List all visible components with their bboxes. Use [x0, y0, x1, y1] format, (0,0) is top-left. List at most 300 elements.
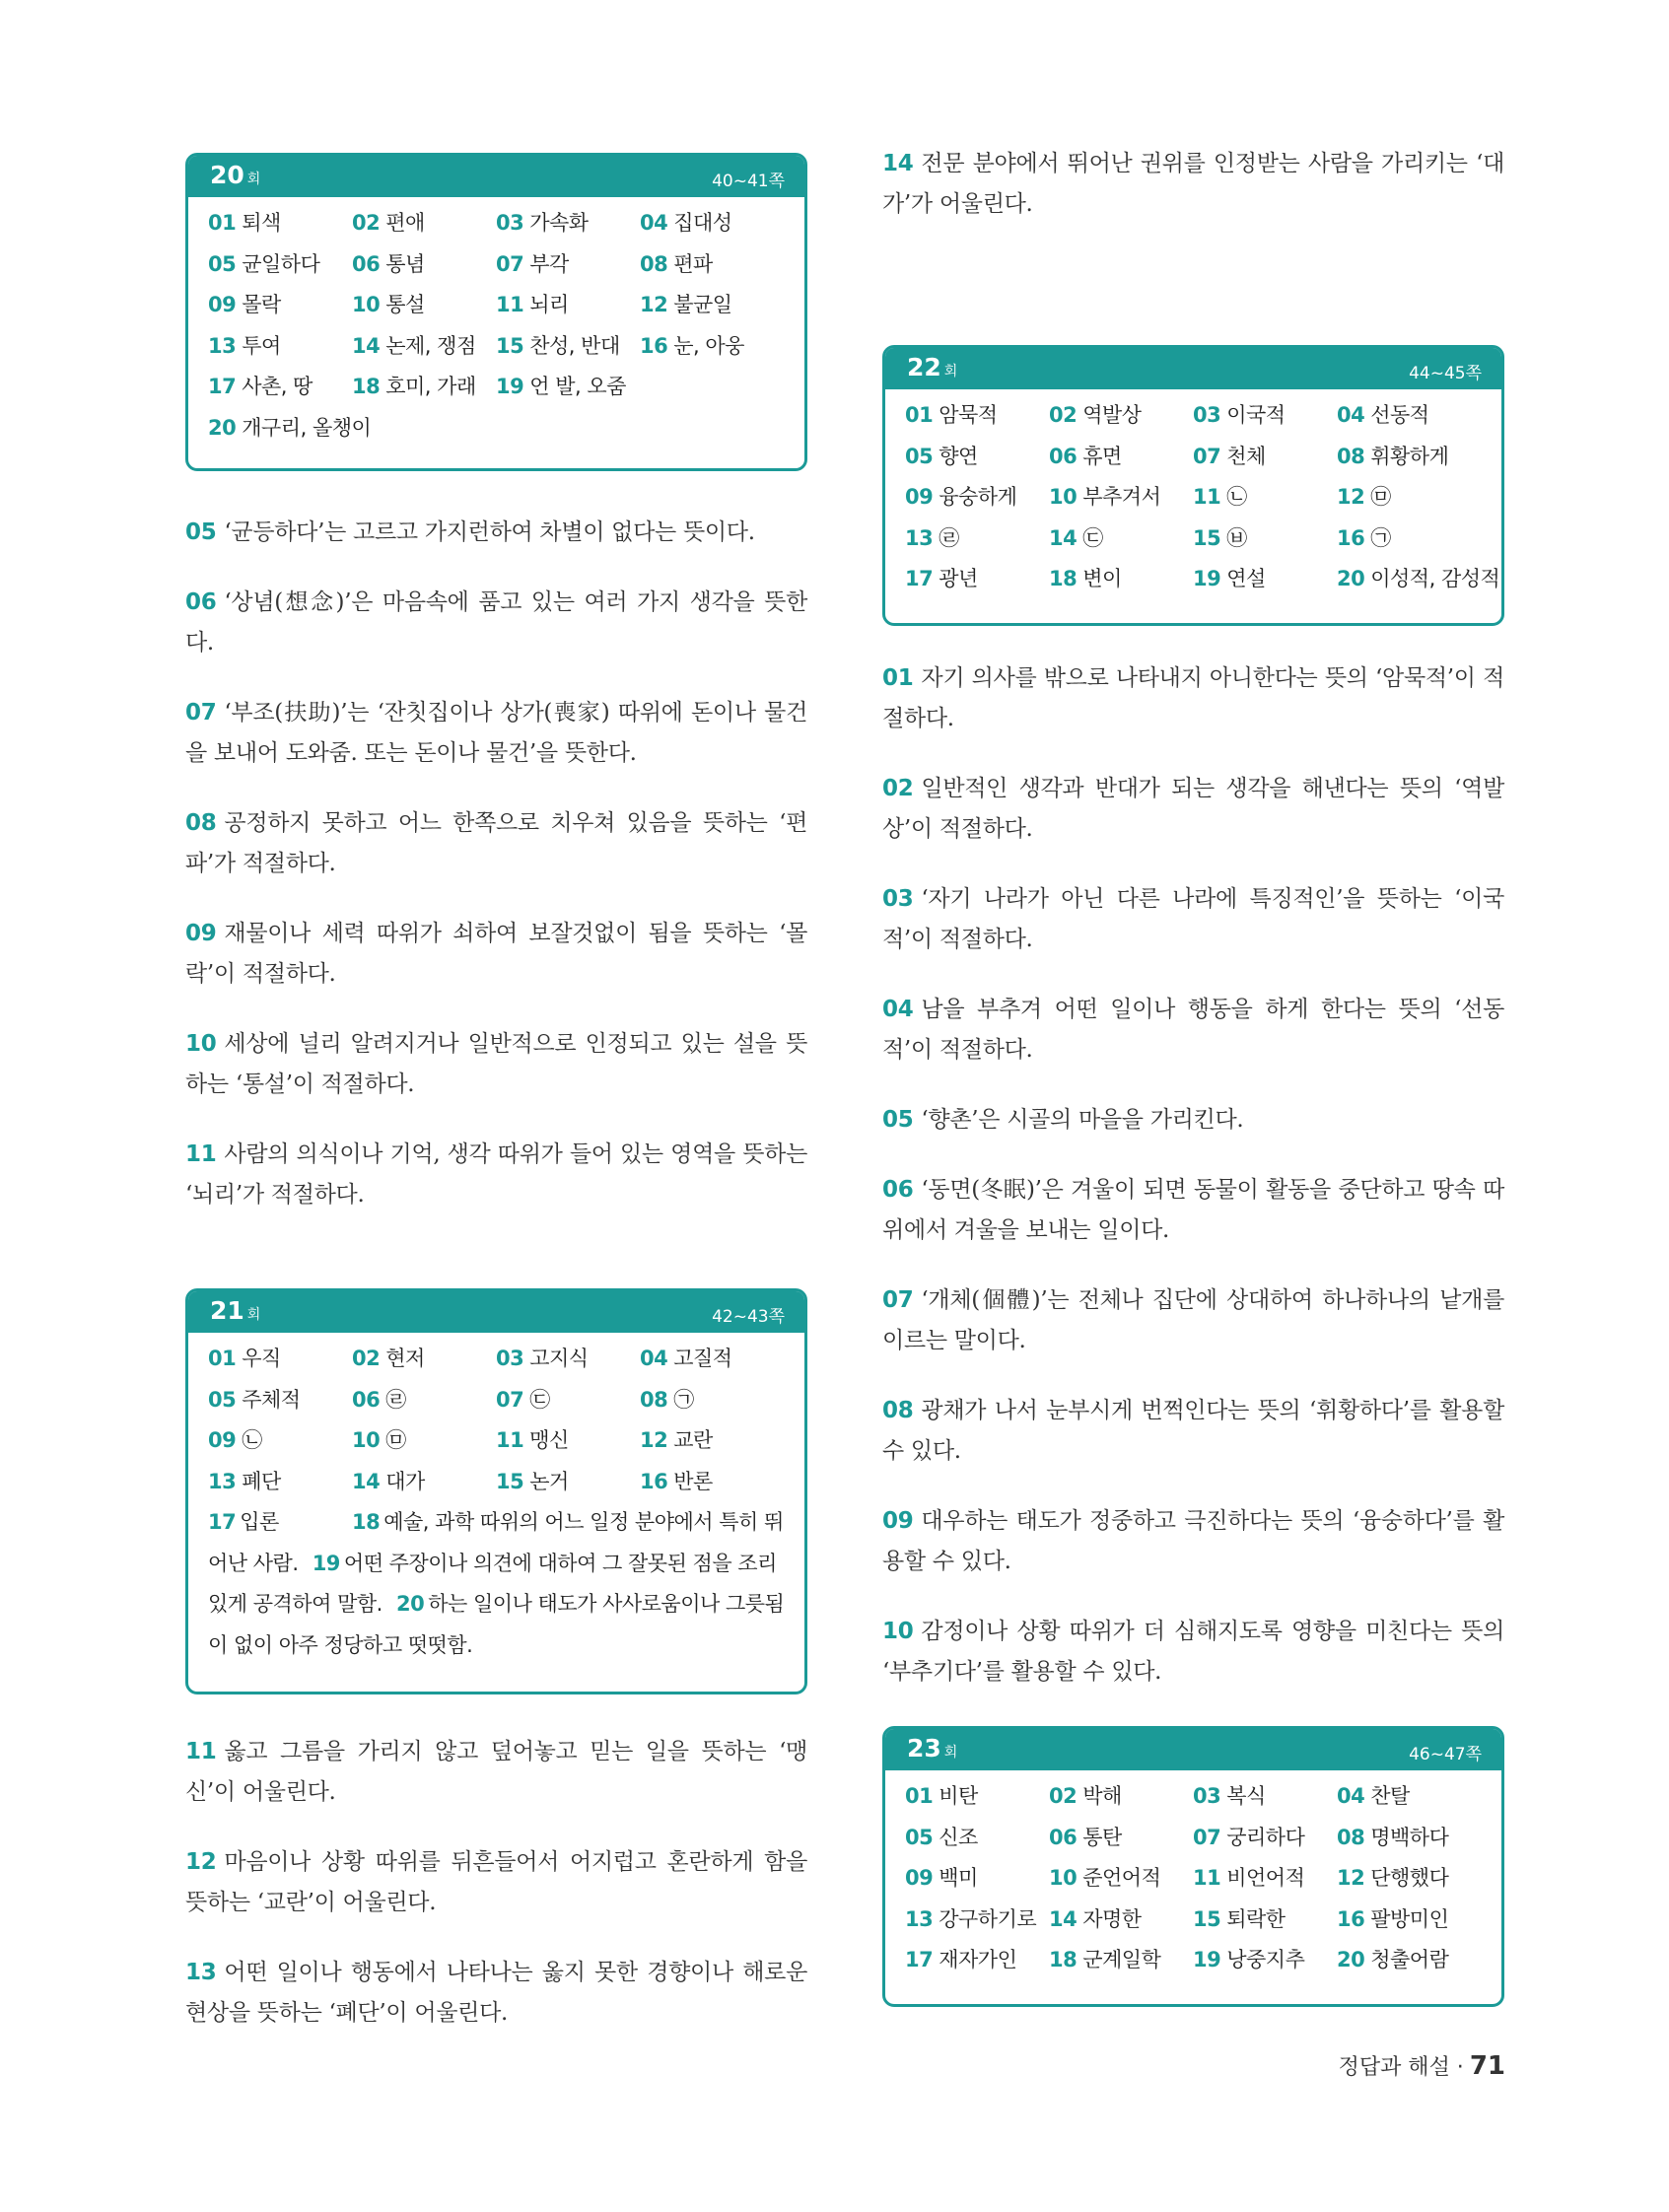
answer-item	[905, 1776, 1049, 1818]
answer-item	[1337, 1776, 1481, 1818]
answer-text: ㉢	[1082, 525, 1103, 550]
page-number: 71	[1469, 2051, 1505, 2081]
answer-number: 11	[1193, 485, 1221, 509]
answer-text: 선동적	[1370, 403, 1429, 427]
answer-item	[1193, 477, 1337, 518]
answer-number: 02	[352, 211, 381, 235]
answer-number: 14	[1049, 1906, 1078, 1931]
explanation-number: 05	[185, 519, 217, 545]
answer-grid	[905, 395, 1500, 600]
answer-item	[905, 1818, 1049, 1859]
answer-number: 10	[352, 293, 381, 316]
explanation-text: ‘상념(想念)’은 마음속에 품고 있는 여러 가지 생각을 뜻한다.	[185, 589, 807, 656]
explanation-text: 자기 의사를 밖으로 나타내지 아니한다는 뜻의 ‘암묵적’이 적절하다.	[882, 665, 1504, 731]
answer-item	[1193, 437, 1337, 478]
answer-item	[1337, 437, 1481, 478]
answer-item	[352, 285, 496, 326]
explanation-text: 전문 분야에서 뛰어난 권위를 인정받는 사람을 가리키는 ‘대가’가 어울린다.	[882, 151, 1504, 217]
answer-item	[640, 1462, 784, 1503]
answer-text: 대가	[385, 1469, 425, 1493]
explanation-list	[185, 1732, 807, 2063]
answer-item	[352, 367, 496, 408]
answer-item	[640, 1380, 784, 1421]
answer-number: 06	[1049, 1825, 1078, 1849]
answer-item	[208, 1462, 352, 1503]
answer-text: 역발상	[1082, 403, 1142, 427]
answer-number: 12	[640, 1428, 668, 1452]
answer-item	[1049, 477, 1193, 518]
answer-text: 휘황하게	[1370, 444, 1449, 468]
answer-item	[1049, 1776, 1193, 1818]
answer-text: 비탄	[939, 1784, 978, 1808]
answer-text: 우직	[242, 1347, 281, 1370]
answer-text: 비언어적	[1226, 1866, 1305, 1890]
answer-text: 준언어적	[1082, 1866, 1161, 1890]
answer-number: 18	[1049, 1948, 1078, 1971]
answer-text: 몰락	[242, 293, 281, 316]
answer-item	[496, 203, 640, 244]
explanation-text: ‘향촌’은 시골의 마을을 가리킨다.	[921, 1107, 1244, 1133]
explanation-item	[185, 513, 807, 553]
answer-number: 06	[352, 251, 381, 276]
explanation-text: ‘부조(扶助)’는 ‘잔칫집이나 상가(喪家) 따위에 돈이나 물건을 보내어 도와줌. 또는 돈이나 물건’을 뜻한다.	[185, 700, 807, 766]
explanation-list	[882, 658, 1504, 1722]
answer-item	[1049, 559, 1193, 600]
explanation-number: 10	[185, 1031, 217, 1057]
answer-text: 고지식	[529, 1347, 589, 1370]
answer-number: 16	[640, 333, 668, 358]
answer-text: 광년	[939, 567, 978, 590]
answer-text: 집대성	[673, 211, 732, 235]
explanation-text: ‘자기 나라가 아닌 다른 나라에 특징적인’을 뜻하는 ‘이국적’이 적절하다.	[882, 886, 1504, 952]
answer-number: 10	[352, 1428, 381, 1452]
answer-number: 13	[905, 525, 934, 550]
answer-text: 통념	[385, 251, 425, 276]
explanation-text: 옳고 그름을 가리지 않고 덮어놓고 믿는 일을 뜻하는 ‘맹신’이 어울린다.	[185, 1739, 807, 1805]
explanation-item	[882, 1280, 1504, 1361]
answer-number: 15	[496, 333, 524, 358]
answer-number: 15	[1193, 525, 1221, 550]
answer-number: 14	[352, 1469, 381, 1493]
answer-number: 13	[208, 333, 237, 358]
answer-item	[208, 1339, 352, 1380]
answer-text: ㉢	[529, 1387, 550, 1412]
answer-text: 사촌, 땅	[242, 375, 313, 398]
answer-text: 가속화	[529, 211, 589, 235]
answer-item	[352, 203, 496, 244]
answer-item	[496, 1462, 640, 1503]
answer-number: 06	[1049, 444, 1078, 468]
answer-number: 12	[1337, 485, 1365, 509]
answer-box-21	[185, 1288, 807, 1694]
answer-item	[905, 395, 1049, 437]
answer-text: 신조	[939, 1825, 978, 1849]
answer-text: 백미	[939, 1866, 978, 1890]
answer-number: 09	[905, 485, 934, 509]
explanation-item	[882, 1612, 1504, 1693]
answer-text: ㉥	[1226, 525, 1247, 550]
answer-item	[640, 1339, 784, 1380]
answer-number: 20	[208, 415, 237, 440]
answer-number: 02	[1049, 403, 1078, 427]
answer-text: 군계일학	[1082, 1948, 1161, 1971]
answer-item	[1193, 1776, 1337, 1818]
explanation-number: 05	[882, 1107, 914, 1133]
answer-number: 03	[496, 211, 524, 235]
answer-number: 03	[496, 1347, 524, 1370]
answer-number: 02	[1049, 1784, 1078, 1808]
answer-item	[208, 408, 372, 449]
answer-item	[208, 326, 352, 368]
answer-number: 03	[1193, 403, 1221, 427]
explanation-number: 14	[882, 151, 914, 176]
answer-item	[640, 367, 784, 408]
answer-number: 07	[1193, 1825, 1221, 1849]
answer-text: 통설	[385, 293, 425, 316]
answer-item	[208, 1380, 352, 1421]
answer-number: 01	[208, 1347, 237, 1370]
answer-text: ㉤	[385, 1428, 406, 1452]
answer-text: 재자가인	[939, 1948, 1017, 1971]
answer-number: 16	[1337, 525, 1365, 550]
answer-text: 퇴색	[242, 211, 281, 235]
answer-item	[1049, 518, 1193, 560]
page-footer	[1339, 2050, 1505, 2081]
answer-box-22	[882, 345, 1504, 626]
answer-text: 이성적, 감성적	[1370, 567, 1500, 590]
answer-item	[352, 1462, 496, 1503]
answer-number: 18	[1049, 567, 1078, 590]
answer-item	[1049, 1818, 1193, 1859]
answer-item	[1049, 437, 1193, 478]
explanation-text: ‘동면(冬眠)’은 겨울이 되면 동물이 활동을 중단하고 땅속 따위에서 겨울을 보내는 일이다.	[882, 1177, 1504, 1243]
answer-text: 편파	[673, 251, 713, 276]
answer-text: 청출어람	[1370, 1948, 1449, 1971]
answer-number: 20	[1337, 567, 1365, 590]
explanation-text: 남을 부추겨 어떤 일이나 행동을 하게 한다는 뜻의 ‘선동적’이 적절하다.	[882, 997, 1504, 1063]
answer-number: 04	[640, 211, 668, 235]
answer-number: 15	[496, 1469, 524, 1493]
answer-number: 12	[1337, 1866, 1365, 1890]
answer-number: 17	[905, 567, 934, 590]
answer-text: 찬성, 반대	[529, 333, 620, 358]
explanation-item	[185, 1732, 807, 1813]
answer-number: 01	[208, 211, 237, 235]
answer-text: 복식	[1226, 1784, 1266, 1808]
answer-number: 09	[208, 293, 237, 316]
answer-text: 뇌리	[529, 293, 569, 316]
answer-item	[905, 559, 1049, 600]
answer-text: 투여	[242, 333, 281, 358]
answer-item	[905, 477, 1049, 518]
answer-text: 균일하다	[242, 251, 320, 276]
answer-box-header	[885, 348, 1501, 389]
answer-number: 01	[905, 403, 934, 427]
answer-number: 13	[905, 1906, 934, 1931]
explanation-item	[185, 803, 807, 884]
answer-item	[1337, 1900, 1481, 1941]
answer-number: 05	[905, 444, 934, 468]
explanation-text: 일반적인 생각과 반대가 되는 생각을 해낸다는 뜻의 ‘역발상’이 적절하다.	[882, 776, 1504, 842]
explanation-text: ‘개체(個體)’는 전체나 집단에 상대하여 하나하나의 낱개를 이르는 말이다.	[882, 1287, 1504, 1353]
answer-grid	[905, 1776, 1484, 1981]
explanation-item	[185, 693, 807, 774]
answer-number: 06	[352, 1387, 381, 1412]
explanation-item	[882, 879, 1504, 960]
answer-number: 07	[496, 1387, 524, 1412]
answer-text: 통탄	[1082, 1825, 1122, 1849]
answer-item	[1193, 1818, 1337, 1859]
explanation-number: 04	[882, 997, 914, 1022]
answer-text: 불균일	[673, 293, 732, 316]
answer-text: 강구하기로	[939, 1906, 1037, 1931]
answer-paragraph: 17 입론 18 예술, 과학 따위의 어느 일정 분야에서 특히 뛰어난 사람. 19 어떤 주장이나 의견에 대하여 그 잘못된 점을 조리 있게 공격하여 말함. 20 하는 일이나 태도가 사사로움이나 그릇됨이 없이 아주 정당하고 떳떳함.	[208, 1510, 785, 1657]
answer-number: 10	[1049, 485, 1078, 509]
answer-text: ㉠	[673, 1387, 694, 1412]
explanation-number: 12	[185, 1849, 217, 1875]
explanation-text: 어떤 일이나 행동에서 나타나는 옳지 못한 경향이나 해로운 현상을 뜻하는 ‘폐단’이 어울린다.	[185, 1960, 807, 2026]
answer-text: 찬탈	[1370, 1784, 1410, 1808]
explanation-text: 재물이나 세력 따위가 쇠하여 보잘것없이 됨을 뜻하는 ‘몰락’이 적절하다.	[185, 921, 807, 987]
answer-item	[496, 1380, 640, 1421]
explanation-number: 09	[185, 921, 217, 946]
answer-number: 07	[1193, 444, 1221, 468]
explanation-number: 11	[185, 1739, 217, 1764]
answer-text: 개구리, 올챙이	[242, 415, 372, 440]
answer-number: 09	[208, 1428, 237, 1452]
answer-item	[1193, 518, 1337, 560]
answer-text: 부각	[529, 251, 569, 276]
answer-text: 고질적	[673, 1347, 732, 1370]
answer-item	[208, 1420, 352, 1462]
explanation-item	[882, 658, 1504, 739]
answer-number: 20	[1337, 1948, 1365, 1971]
answer-number: 14	[1049, 525, 1078, 550]
answer-item	[905, 518, 1049, 560]
explanation-text: ‘균등하다’는 고르고 가지런하여 차별이 없다는 뜻이다.	[224, 519, 755, 545]
answer-number: 08	[640, 251, 668, 276]
explanation-item	[185, 1135, 807, 1215]
answer-item	[905, 437, 1049, 478]
answer-item	[1193, 1900, 1337, 1941]
answer-text: 편애	[385, 211, 425, 235]
answer-text: 단행했다	[1370, 1866, 1449, 1890]
answer-text: 낭중지추	[1226, 1948, 1305, 1971]
explanation-number: 07	[882, 1287, 914, 1313]
explanation-number: 09	[882, 1508, 914, 1534]
answer-number: 08	[1337, 1825, 1365, 1849]
explanation-item	[185, 583, 807, 663]
explanation-number: 06	[185, 589, 217, 615]
session-number: 22 회	[907, 353, 958, 381]
explanation-item	[185, 914, 807, 995]
answer-number: 17	[905, 1948, 934, 1971]
answer-text: 궁리하다	[1226, 1825, 1305, 1849]
answer-text: 교란	[673, 1428, 713, 1452]
answer-item	[905, 1940, 1049, 1981]
answer-text: 맹신	[529, 1428, 569, 1452]
answer-box-20	[185, 153, 807, 471]
answer-text: ㉣	[385, 1387, 406, 1412]
answer-item	[352, 1339, 496, 1380]
footer-label: 정답과 해설 ·	[1338, 2055, 1464, 2080]
explanation-item	[185, 1953, 807, 2034]
answer-item	[640, 203, 784, 244]
answer-item	[496, 367, 640, 408]
answer-number: 17	[208, 375, 237, 398]
page-range: 42~43쪽	[712, 1307, 785, 1327]
answer-item	[640, 326, 784, 368]
answer-item	[905, 1900, 1049, 1941]
explanation-item	[185, 1024, 807, 1105]
explanation-text: 마음이나 상황 따위를 뒤흔들어서 어지럽고 혼란하게 함을 뜻하는 ‘교란’이 어울린다.	[185, 1849, 807, 1915]
explanation-number: 07	[185, 700, 217, 726]
answer-item	[640, 1420, 784, 1462]
answer-text: 명백하다	[1370, 1825, 1449, 1849]
answer-item	[1193, 395, 1337, 437]
explanation-number: 01	[882, 665, 914, 691]
answer-item	[496, 1339, 640, 1380]
answer-item	[905, 1858, 1049, 1900]
answer-number: 08	[1337, 444, 1365, 468]
answer-item	[1193, 1858, 1337, 1900]
explanation-text: 대우하는 태도가 정중하고 극진하다는 뜻의 ‘융숭하다’를 활용할 수 있다.	[882, 1508, 1504, 1574]
explanation-number: 11	[185, 1141, 217, 1167]
answer-item	[1337, 1818, 1481, 1859]
answer-number: 03	[1193, 1784, 1221, 1808]
answer-item	[208, 285, 352, 326]
page-range: 40~41쪽	[712, 172, 785, 191]
answer-number: 10	[1049, 1866, 1078, 1890]
answer-text: 천체	[1226, 444, 1266, 468]
answer-item	[208, 244, 352, 286]
answer-text: 휴면	[1082, 444, 1122, 468]
explanation-list	[882, 144, 1504, 225]
explanation-number: 06	[882, 1177, 914, 1203]
answer-text: ㉣	[939, 525, 959, 550]
answer-item	[1049, 1858, 1193, 1900]
explanation-number: 02	[882, 776, 914, 801]
answer-text: ㉡	[1226, 485, 1247, 509]
explanation-text: 감정이나 상황 따위가 더 심해지도록 영향을 미친다는 뜻의 ‘부추기다’를 활용할 수 있다.	[882, 1619, 1504, 1685]
answer-item	[1337, 1940, 1481, 1981]
answer-text: 주체적	[242, 1387, 301, 1412]
explanation-text: 광채가 나서 눈부시게 번쩍인다는 뜻의 ‘휘황하다’를 활용할 수 있다.	[882, 1398, 1504, 1464]
answer-text: ㉡	[242, 1428, 262, 1452]
answer-box-header	[188, 156, 804, 197]
explanation-text: 세상에 널리 알려지거나 일반적으로 인정되고 있는 설을 뜻하는 ‘통설’이 적절하다.	[185, 1031, 807, 1097]
answer-text: 퇴락한	[1226, 1906, 1286, 1931]
answer-text: 박해	[1082, 1784, 1122, 1808]
page-range: 44~45쪽	[1409, 364, 1482, 383]
answer-text: 현저	[385, 1347, 425, 1370]
answer-number: 11	[1193, 1866, 1221, 1890]
answer-text: 논거	[529, 1469, 569, 1493]
answer-number: 11	[496, 293, 524, 316]
explanation-item	[882, 990, 1504, 1071]
answer-text: 폐단	[242, 1469, 281, 1493]
answer-text: 향연	[939, 444, 978, 468]
answer-text: ㉠	[1370, 525, 1391, 550]
answer-box-header	[188, 1291, 804, 1333]
answer-text: 눈, 아웅	[673, 333, 744, 358]
answer-text: 반론	[673, 1469, 713, 1493]
answer-item	[496, 244, 640, 286]
answer-number: 15	[1193, 1906, 1221, 1931]
explanation-item	[882, 769, 1504, 850]
explanation-item	[882, 1170, 1504, 1251]
answer-text: 암묵적	[939, 403, 998, 427]
answer-text: ㉤	[1370, 485, 1391, 509]
answer-item	[1193, 559, 1337, 600]
answer-item	[1049, 1940, 1193, 1981]
answer-item	[1337, 559, 1500, 600]
answer-item	[208, 367, 352, 408]
answer-text: 융숭하게	[939, 485, 1017, 509]
answer-item	[1337, 518, 1481, 560]
answer-text: 연설	[1226, 567, 1266, 590]
answer-number: 12	[640, 293, 668, 316]
right-column	[882, 144, 1504, 1971]
answer-item	[1049, 1900, 1193, 1941]
answer-item	[1049, 395, 1193, 437]
answer-item	[640, 285, 784, 326]
answer-number: 18	[352, 375, 381, 398]
answer-text: 논제, 쟁점	[385, 333, 476, 358]
answer-item	[1337, 1858, 1481, 1900]
explanation-list	[185, 513, 807, 1215]
explanation-text: 사람의 의식이나 기억, 생각 따위가 들어 있는 영역을 뜻하는 ‘뇌리’가 적절하다.	[185, 1141, 807, 1208]
answer-number: 19	[1193, 567, 1221, 590]
answer-number: 13	[208, 1469, 237, 1493]
explanation-item	[882, 1100, 1504, 1141]
answer-text: 변이	[1082, 567, 1122, 590]
answer-item	[352, 1420, 496, 1462]
session-number: 23 회	[907, 1734, 958, 1763]
answer-number: 16	[1337, 1906, 1365, 1931]
explanation-item	[185, 1842, 807, 1923]
answer-text: 언 발, 오줌	[529, 375, 626, 398]
explanation-number: 08	[882, 1398, 914, 1423]
answer-text: 호미, 가래	[385, 375, 476, 398]
answer-box-23	[882, 1726, 1504, 2007]
answer-number: 04	[1337, 403, 1365, 427]
answer-item	[208, 203, 352, 244]
answer-number: 16	[640, 1469, 668, 1493]
answer-number: 04	[640, 1347, 668, 1370]
explanation-number: 10	[882, 1619, 914, 1644]
answer-number: 04	[1337, 1784, 1365, 1808]
answer-item	[352, 244, 496, 286]
answer-item	[1337, 395, 1481, 437]
explanation-item	[882, 1391, 1504, 1472]
explanation-number: 03	[882, 886, 914, 912]
answer-number: 19	[1193, 1948, 1221, 1971]
left-column	[185, 153, 807, 2026]
answer-number: 01	[905, 1784, 934, 1808]
answer-item	[352, 326, 496, 368]
answer-number: 19	[496, 375, 524, 398]
answer-item	[496, 326, 640, 368]
answer-number: 05	[208, 251, 237, 276]
answer-number: 05	[208, 1387, 237, 1412]
explanation-item	[882, 144, 1504, 225]
page-range: 46~47쪽	[1409, 1745, 1482, 1764]
answer-item	[1337, 477, 1481, 518]
answer-item	[352, 1380, 496, 1421]
answer-text: 자명한	[1082, 1906, 1142, 1931]
answer-text: 부추겨서	[1082, 485, 1161, 509]
